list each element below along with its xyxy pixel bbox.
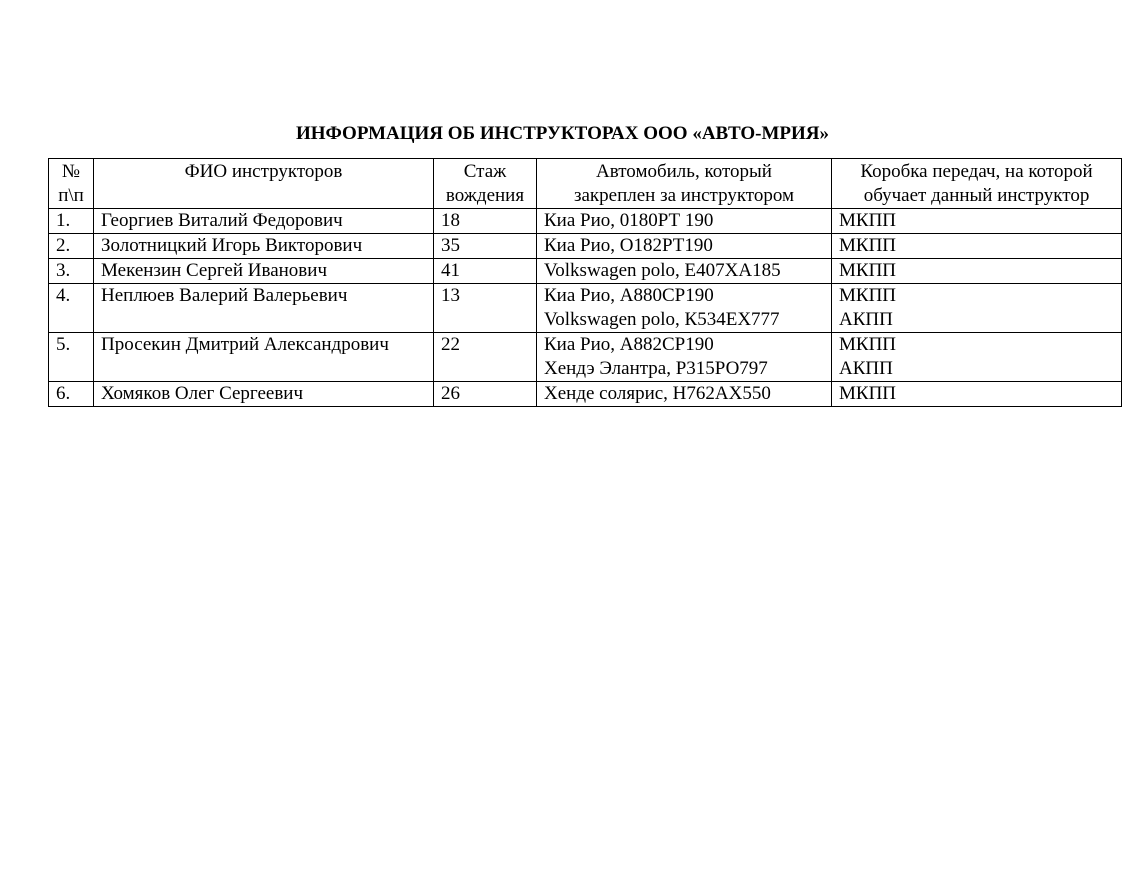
car-line: Киа Рио, А882СР190: [544, 334, 714, 355]
gearbox-type: [832, 234, 1122, 259]
gearbox-line: МКПП: [839, 334, 897, 355]
gearbox-line: АКПП: [839, 358, 893, 379]
instructor-name: Просекин Дмитрий Александрович: [94, 333, 434, 382]
instructor-name: Георгиев Виталий Федорович: [94, 209, 434, 234]
gearbox-line: МКПП: [839, 285, 897, 306]
header-line: №: [61, 161, 81, 182]
row-number: 6.: [49, 382, 94, 407]
assigned-car: [537, 234, 832, 259]
header-number: [49, 159, 94, 209]
header-car: [537, 159, 832, 209]
gearbox-type: [832, 209, 1122, 234]
car-line: Киа Рио, О182РТ190: [544, 235, 713, 256]
header-experience: [434, 159, 537, 209]
instructor-name: Хомяков Олег Сергеевич: [94, 382, 434, 407]
assigned-car: [537, 259, 832, 284]
table-row: [49, 259, 1122, 284]
row-number: 4.: [49, 284, 94, 333]
row-number: 2.: [49, 234, 94, 259]
header-line: вождения: [445, 185, 525, 206]
driving-experience: 41: [434, 259, 537, 284]
driving-experience: 35: [434, 234, 537, 259]
gearbox-line: МКПП: [839, 210, 897, 231]
row-number: 1.: [49, 209, 94, 234]
header-line: ФИО инструкторов: [184, 161, 343, 182]
driving-experience: 18: [434, 209, 537, 234]
car-line: Киа Рио, А880СР190: [544, 285, 714, 306]
instructor-name: Неплюев Валерий Валерьевич: [94, 284, 434, 333]
instructors-table: [48, 158, 1122, 407]
instructor-name: Мекензин Сергей Иванович: [94, 259, 434, 284]
row-number: 3.: [49, 259, 94, 284]
row-number: 5.: [49, 333, 94, 382]
driving-experience: 22: [434, 333, 537, 382]
car-line: Volkswagen polo, К534ЕХ777: [544, 309, 780, 330]
gearbox-type: [832, 333, 1122, 382]
car-line: Volkswagen polo, Е407ХА185: [544, 260, 781, 281]
car-line: Киа Рио, 0180РТ 190: [544, 210, 714, 231]
gearbox-line: МКПП: [839, 235, 897, 256]
table-row: [49, 333, 1122, 382]
header-name: [94, 159, 434, 209]
car-line: Хенде солярис, Н762АХ550: [544, 383, 771, 404]
assigned-car: [537, 333, 832, 382]
assigned-car: [537, 284, 832, 333]
header-line: Автомобиль, который: [596, 161, 772, 182]
header-gearbox: [832, 159, 1122, 209]
gearbox-type: [832, 382, 1122, 407]
header-line: Стаж: [463, 161, 507, 182]
gearbox-type: [832, 284, 1122, 333]
table-row: [49, 234, 1122, 259]
table-row: [49, 284, 1122, 333]
gearbox-type: [832, 259, 1122, 284]
document-title: ИНФОРМАЦИЯ ОБ ИНСТРУКТОРАХ ООО «АВТО-МРИЯ»: [295, 123, 830, 144]
gearbox-line: МКПП: [839, 260, 897, 281]
header-line: п\п: [58, 185, 84, 206]
table-header-row: [49, 159, 1122, 209]
assigned-car: [537, 209, 832, 234]
header-line: Коробка передач, на которой: [860, 161, 1093, 182]
gearbox-line: МКПП: [839, 383, 897, 404]
header-line: обучает данный инструктор: [863, 185, 1090, 206]
driving-experience: 26: [434, 382, 537, 407]
assigned-car: [537, 382, 832, 407]
driving-experience: 13: [434, 284, 537, 333]
instructor-name: Золотницкий Игорь Викторович: [94, 234, 434, 259]
table-row: [49, 209, 1122, 234]
car-line: Хендэ Элантра, Р315РО797: [544, 358, 768, 379]
gearbox-line: АКПП: [839, 309, 893, 330]
header-line: закреплен за инструктором: [573, 185, 795, 206]
table-row: [49, 382, 1122, 407]
